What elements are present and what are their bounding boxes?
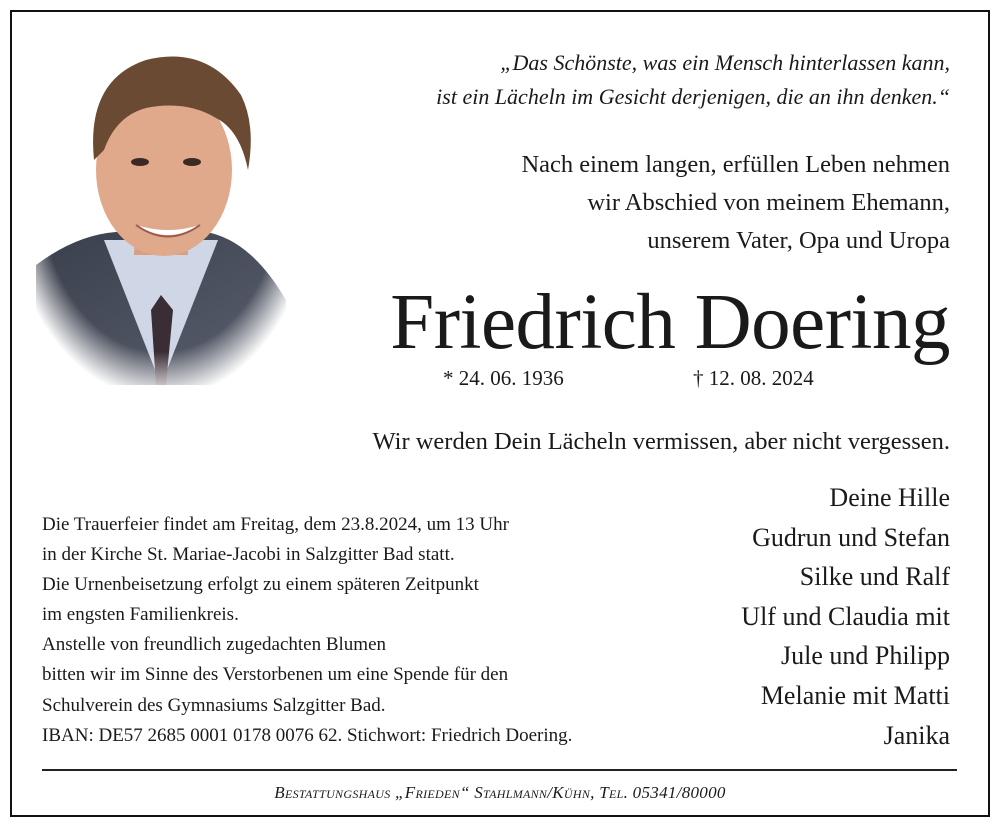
family-member: Jule und Philipp: [780, 641, 950, 671]
details-line: bitten wir im Sinne des Verstorbenen um eine Spende für den: [42, 664, 509, 686]
intro-line: Nach einem langen, erfüllen Leben nehmen: [521, 151, 950, 178]
divider: [42, 769, 957, 771]
details-line: IBAN: DE57 2685 0001 0178 0076 62. Stichwort: Friedrich Doering.: [42, 724, 573, 746]
family-signatures: [741, 478, 950, 755]
closing-line: Wir werden Dein Lächeln vermissen, aber nicht vergessen.: [372, 428, 950, 455]
intro-line: wir Abschied von meinem Ehemann,: [587, 189, 950, 216]
quote: [436, 46, 950, 114]
details-line: Die Trauerfeier findet am Freitag, dem 23.8.2024, um 13 Uhr: [42, 514, 509, 535]
family-member: Janika: [883, 720, 950, 750]
details-line: im engsten Familienkreis.: [42, 604, 239, 626]
quote-line: „Das Schönste, was ein Mensch hinterlassen kann,: [500, 50, 950, 75]
family-member: Melanie mit Matti: [760, 680, 950, 710]
funeral-home-footer: Bestattungshaus „Frieden“ Stahlmann/Kühn, Tel. 05341/80000: [274, 783, 726, 802]
details-line: Anstelle von freundlich zugedachten Blumen: [42, 634, 387, 656]
intro-text: [521, 146, 950, 260]
intro-line: unserem Vater, Opa und Uropa: [647, 227, 950, 254]
funeral-details: [42, 510, 572, 751]
details-line: in der Kirche St. Mariae-Jacobi in Salzgitter Bad statt.: [42, 544, 455, 566]
deceased-name: Friedrich Doering: [390, 279, 950, 366]
details-line: Schulverein des Gymnasiums Salzgitter Bad.: [42, 694, 386, 716]
quote-line: ist ein Lächeln im Gesicht derjenigen, die an ihn denken.“: [436, 84, 950, 109]
family-member: Gudrun und Stefan: [752, 522, 950, 552]
family-member: Deine Hille: [829, 483, 950, 512]
details-line: Die Urnenbeisetzung erfolgt zu einem späteren Zeitpunkt: [42, 574, 479, 596]
portrait-photo: [36, 40, 286, 385]
birth-date: * 24. 06. 1936: [443, 366, 564, 390]
family-member: Silke und Ralf: [799, 562, 950, 592]
death-date: † 12. 08. 2024: [693, 366, 814, 390]
family-member: Ulf und Claudia mit: [741, 601, 950, 631]
